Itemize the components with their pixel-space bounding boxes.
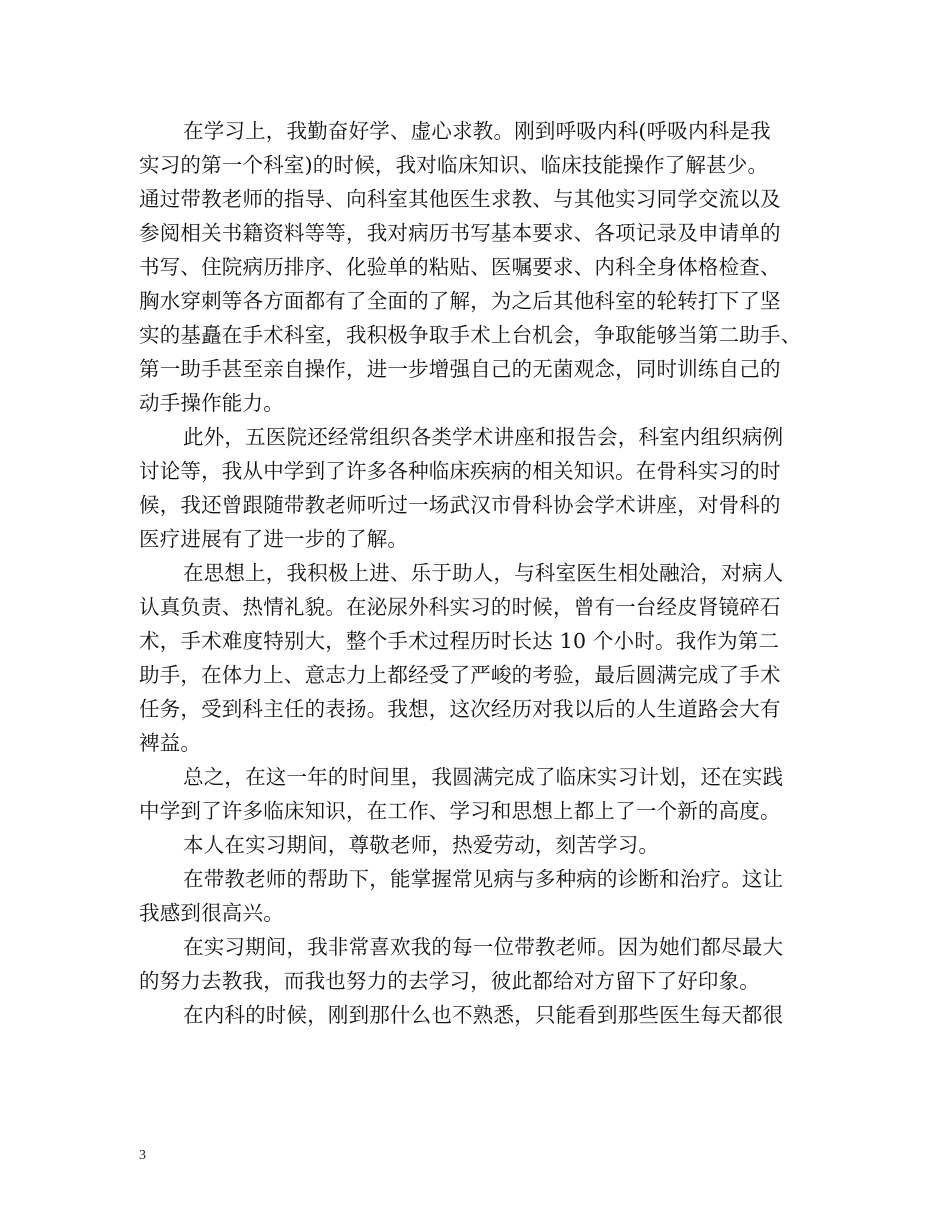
paragraph-thought xyxy=(139,556,815,760)
text-line: 第一助手甚至亲自操作，进一步增强自己的无菌观念，同时训练自己的 xyxy=(139,357,781,381)
text-line: 通过带教老师的指导、向科室其他医生求教、与其他实习同学交流以及 xyxy=(139,187,781,211)
paragraph-attitude xyxy=(139,828,815,862)
text-line: 本人在实习期间，尊敬老师，热爱劳动，刻苦学习。 xyxy=(183,833,660,857)
paragraph-teachers xyxy=(139,930,815,998)
paragraph-internal-medicine xyxy=(139,998,815,1032)
text-line: 在学习上，我勤奋好学、虚心求教。刚到呼吸内科(呼吸内科是我 xyxy=(183,119,771,143)
paragraph-diagnosis xyxy=(139,862,815,930)
text-line: 任务，受到科主任的表扬。我想，这次经历对我以后的人生道路会大有 xyxy=(139,697,781,721)
text-line: 的努力去教我，而我也努力的去学习，彼此都给对方留下了好印象。 xyxy=(139,969,760,993)
text-line: 在带教老师的帮助下，能掌握常见病与多种病的诊断和治疗。这让 xyxy=(183,867,784,891)
paragraph-study xyxy=(139,114,815,420)
text-line: 我感到很高兴。 xyxy=(139,901,284,925)
text-line: 认真负责、热情礼貌。在泌尿外科实习的时候，曾有一台经皮肾镜碎石 xyxy=(139,595,781,619)
text-line: 胸水穿刺等各方面都有了全面的了解，为之后其他科室的轮转打下了坚 xyxy=(139,289,781,313)
text-line: 此外，五医院还经常组织各类学术讲座和报告会，科室内组织病例 xyxy=(183,425,784,449)
text-line: 在实习期间，我非常喜欢我的每一位带教老师。因为她们都尽最大 xyxy=(183,935,784,959)
text-line: 医疗进展有了进一步的了解。 xyxy=(139,527,409,551)
text-line: 在内科的时候，刚到那什么也不熟悉，只能看到那些医生每天都很 xyxy=(183,1003,784,1027)
text-line: 动手操作能力。 xyxy=(139,391,284,415)
text-line: 助手，在体力上、意志力上都经受了严峻的考验，最后圆满完成了手术 xyxy=(139,663,781,687)
text-line: 裨益。 xyxy=(139,731,202,755)
document-body xyxy=(139,114,815,1032)
text-line: 中学到了许多临床知识，在工作、学习和思想上都上了一个新的高度。 xyxy=(139,799,781,823)
text-line: 在思想上，我积极上进、乐于助人，与科室医生相处融洽，对病人 xyxy=(183,561,784,585)
text-line: 术，手术难度特别大，整个手术过程历时长达 10 个小时。我作为第二 xyxy=(139,629,780,653)
text-line: 实的基矗在手术科室，我积极争取手术上台机会，争取能够当第二助手、 xyxy=(139,323,802,347)
text-line: 实习的第一个科室)的时候，我对临床知识、临床技能操作了解甚少。 xyxy=(139,153,769,177)
paragraph-summary xyxy=(139,760,815,828)
paragraph-lectures xyxy=(139,420,815,556)
text-line: 总之，在这一年的时间里，我圆满完成了临床实习计划，还在实践 xyxy=(183,765,784,789)
text-line: 候，我还曾跟随带教老师听过一场武汉市骨科协会学术讲座，对骨科的 xyxy=(139,493,781,517)
text-line: 讨论等，我从中学到了许多各种临床疾病的相关知识。在骨科实习的时 xyxy=(139,459,781,483)
text-line: 参阅相关书籍资料等等，我对病历书写基本要求、各项记录及申请单的 xyxy=(139,221,781,245)
text-line: 书写、住院病历排序、化验单的粘贴、医嘱要求、内科全身体格检查、 xyxy=(139,255,781,279)
page-number: 3 xyxy=(139,1148,146,1163)
